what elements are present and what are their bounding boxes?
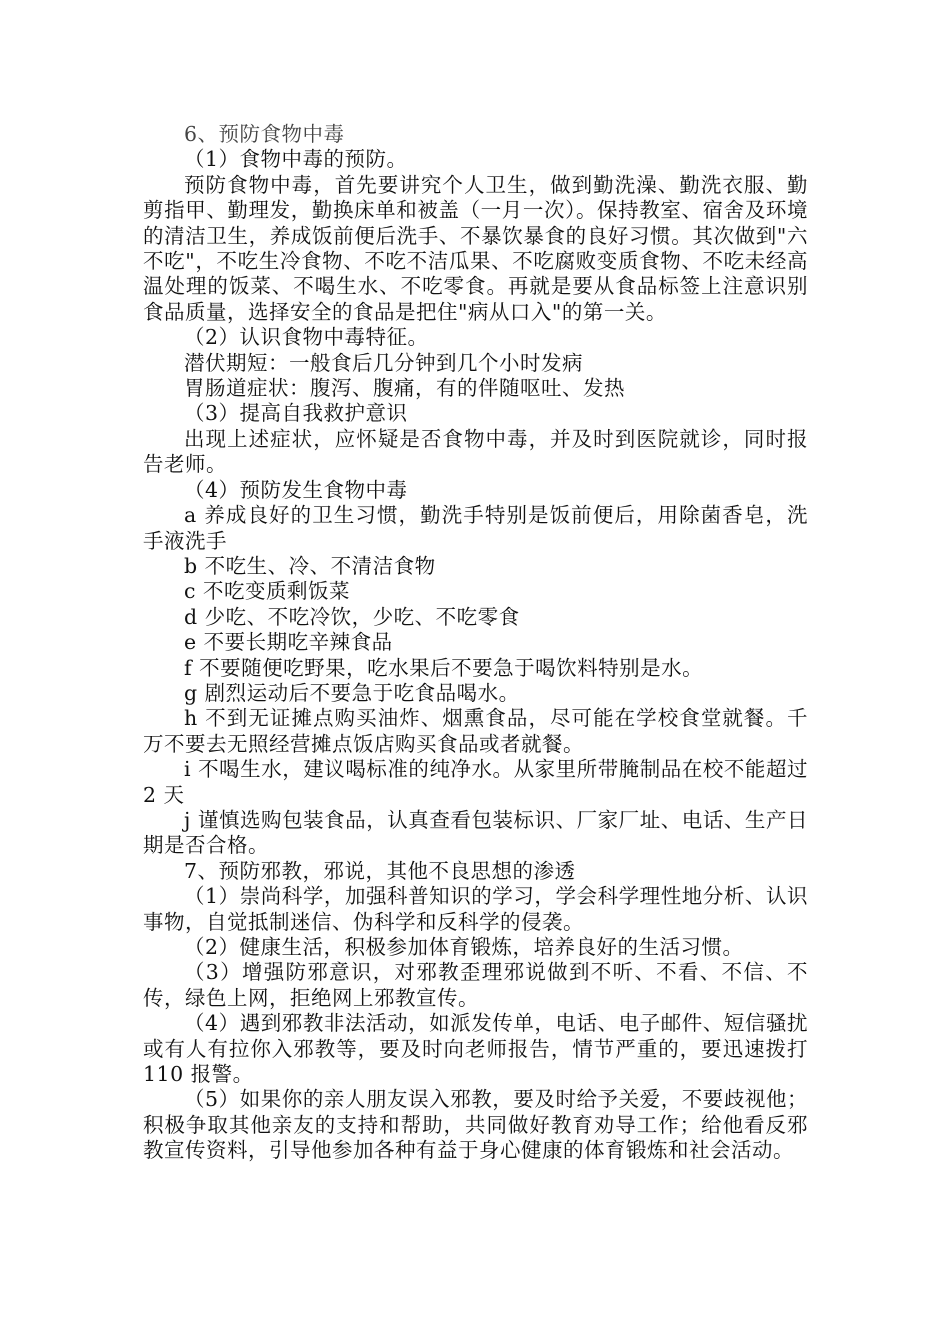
subheading-2: （2）认识食物中毒特征。 — [184, 325, 429, 350]
subheading-4: （4）预防发生食物中毒 — [184, 477, 408, 502]
document-body — [143, 122, 808, 1164]
list-item-g: g 剧烈运动后不要急于吃食品喝水。 — [184, 680, 520, 705]
paragraph-cult-1: （1）崇尚科学，加强科普知识的学习，学会科学理性地分析、认识事物，自觉抵制迷信、伪科学和反科学的侵袭。 — [143, 884, 808, 934]
subheading-3: （3）提高自我救护意识 — [184, 401, 408, 426]
list-item-b: b 不吃生、冷、不清洁食物 — [184, 553, 436, 578]
paragraph-self-rescue: 出现上述症状，应怀疑是否食物中毒，并及时到医院就诊，同时报告老师。 — [143, 426, 808, 477]
section-heading-6: 6、预防食物中毒 — [184, 122, 345, 146]
paragraph-prevention: 预防食物中毒，首先要讲究个人卫生，做到勤洗澡、勤洗衣服、勤剪指甲、勤理发，勤换床单和被盖（一月一次）。保持教室、宿舍及环境的清洁卫生，养成饭前便后洗手、不暴饮暴食的良好习惯。其次做到"六不吃"，不吃生冷食物、不吃不洁瓜果、不吃腐败变质食物、不吃未经高温处理的饭菜、不喝生水、不吃零食。再就是要从食品标签上注意识别食品质量，选择安全的食品是把住"病从口入"的第一关。 — [143, 172, 808, 324]
list-item-f: f 不要随便吃野果，吃水果后不要急于喝饮料特别是水。 — [184, 655, 704, 680]
paragraph-cult-2: （2）健康生活，积极参加体育锻炼，培养良好的生活习惯。 — [184, 935, 744, 959]
paragraph-cult-5: （5）如果你的亲人朋友误入邪教，要及时给予关爱，不要歧视他；积极争取其他亲友的支持和帮助，共同做好教育劝导工作；给他看反邪教宣传资料，引导他参加各种有益于身心健康的体育锻炼和社会活动。 — [143, 1087, 808, 1163]
list-item-e: e 不要长期吃辛辣食品 — [184, 630, 393, 655]
section-heading-7: 7、预防邪教，邪说，其他不良思想的渗透 — [184, 858, 576, 883]
list-item-h: h 不到无证摊点购买油炸、烟熏食品，尽可能在学校食堂就餐。千万不要去无照经营摊点饭店购买食品或者就餐。 — [143, 706, 808, 756]
subheading-1: （1）食物中毒的预防。 — [184, 147, 408, 172]
paragraph-incubation: 潜伏期短：一般食后几分钟到几个小时发病 — [184, 350, 583, 375]
list-item-j: j 谨慎选购包装食品，认真查看包装标识、厂家厂址、电话、生产日期是否合格。 — [143, 807, 808, 858]
list-item-i: i 不喝生水，建议喝标准的纯净水。从家里所带腌制品在校不能超过 2 天 — [143, 757, 808, 807]
paragraph-cult-4: （4）遇到邪教非法活动，如派发传单，电话、电子邮件、短信骚扰或有人有拉你入邪教等，要及时向老师报告，情节严重的，要迅速拨打 110 报警。 — [143, 1011, 808, 1087]
list-item-a: a 养成良好的卫生习惯，勤洗手特别是饭前便后，用除菌香皂，洗手液洗手 — [143, 503, 808, 553]
list-item-c: c 不吃变质剩饭菜 — [184, 579, 350, 604]
paragraph-symptoms: 胃肠道症状：腹泻、腹痛，有的伴随呕吐、发热 — [184, 376, 625, 401]
list-item-d: d 少吃、不吃冷饮，少吃、不吃零食 — [184, 604, 520, 629]
paragraph-cult-3: （3）增强防邪意识，对邪教歪理邪说做到不听、不看、不信、不传，绿色上网，拒绝网上邪教宣传。 — [143, 960, 808, 1010]
